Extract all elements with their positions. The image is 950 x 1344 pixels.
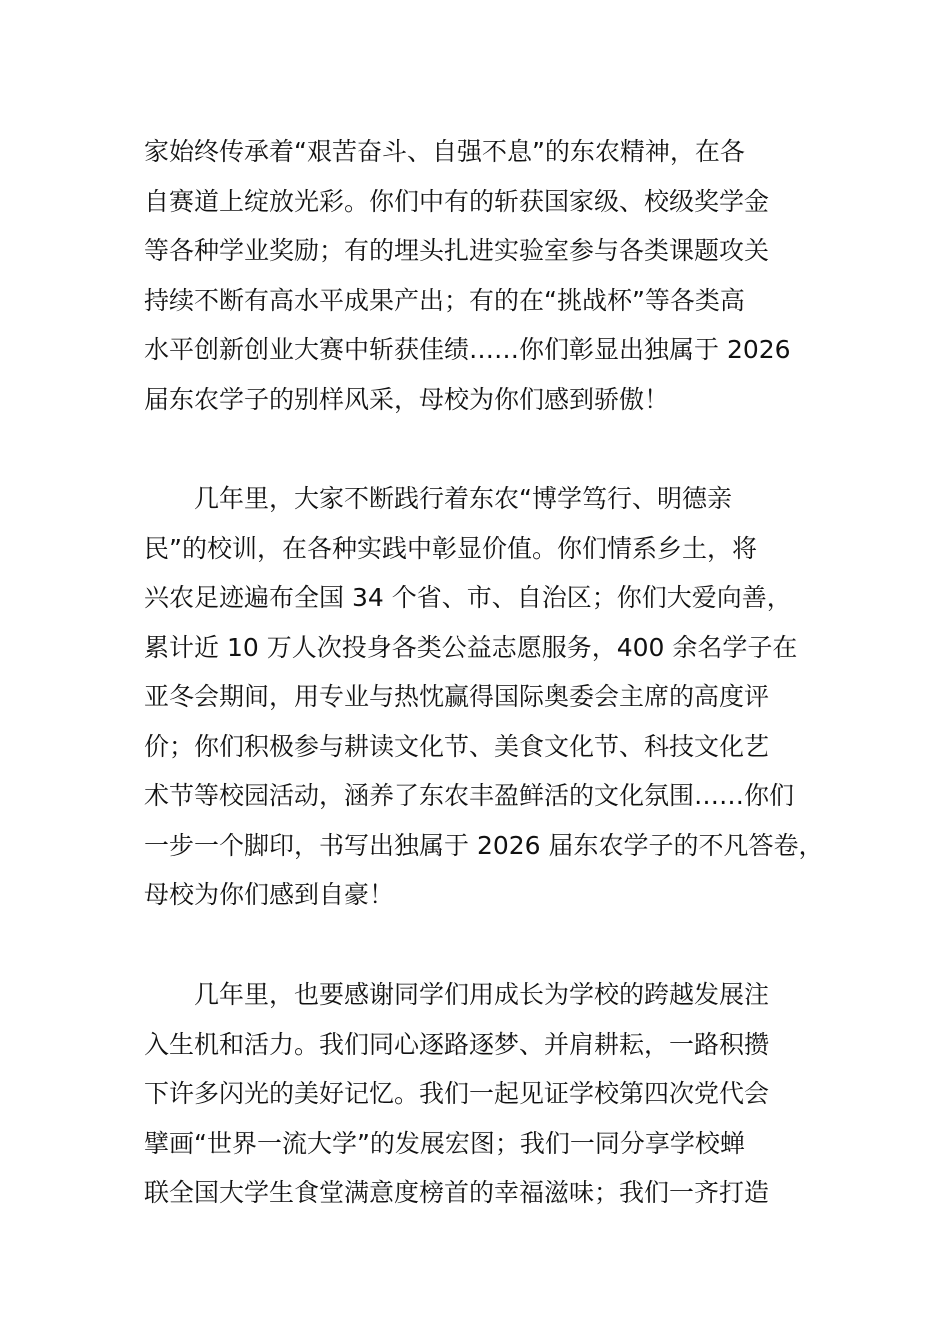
text-line: 累计近 10 万人次投身各类公益志愿服务，400 余名学子在	[144, 632, 798, 662]
text-line: 亚冬会期间，用专业与热忱赢得国际奥委会主席的高度评	[144, 682, 770, 711]
text-line: 入生机和活力。我们同心逐路逐梦、并肩耕耘，一路积攒	[144, 1029, 770, 1059]
text-line: 擘画“世界一流大学”的发展宏图；我们一同分享学校蝉	[144, 1128, 745, 1158]
text-line: 下许多闪光的美好记忆。我们一起见证学校第四次党代会	[144, 1079, 770, 1108]
text-line: 一步一个脚印，书写出独属于 2026 届东农学子的不凡答卷，	[144, 830, 824, 860]
text-line: 兴农足迹遍布全国 34 个省、市、自治区；你们大爱向善，	[144, 583, 792, 612]
text-line: 等各种学业奖励；有的埋头扎进实验室参与各类课题攻关	[144, 236, 770, 265]
paragraph-gratitude	[144, 970, 844, 1218]
paragraph-motto-practice	[144, 474, 844, 920]
text-line: 几年里，大家不断践行着东农“博学笃行、明德亲	[144, 484, 732, 513]
text-line: 届东农学子的别样风采，母校为你们感到骄傲！	[144, 384, 670, 414]
text-line: 联全国大学生食堂满意度榜首的幸福滋味；我们一齐打造	[144, 1178, 770, 1207]
paragraph-achievements	[144, 127, 844, 424]
text-line: 民”的校训，在各种实践中彰显价值。你们情系乡土，将	[144, 533, 757, 563]
text-line: 自赛道上绽放光彩。你们中有的斩获国家级、校级奖学金	[144, 186, 770, 216]
text-line: 持续不断有高水平成果产出；有的在“挑战杯”等各类高	[144, 285, 745, 315]
text-line: 术节等校园活动，涵养了东农丰盈鲜活的文化氛围……你们	[144, 781, 795, 810]
text-line: 家始终传承着“艰苦奋斗、自强不息”的东农精神，在各	[144, 137, 745, 166]
text-line: 水平创新创业大赛中斩获佳绩……你们彰显出独属于 2026	[144, 335, 791, 364]
text-line: 母校为你们感到自豪！	[144, 880, 395, 909]
text-line: 价；你们积极参与耕读文化节、美食文化节、科技文化艺	[144, 731, 770, 761]
text-line: 几年里，也要感谢同学们用成长为学校的跨越发展注	[144, 980, 770, 1009]
